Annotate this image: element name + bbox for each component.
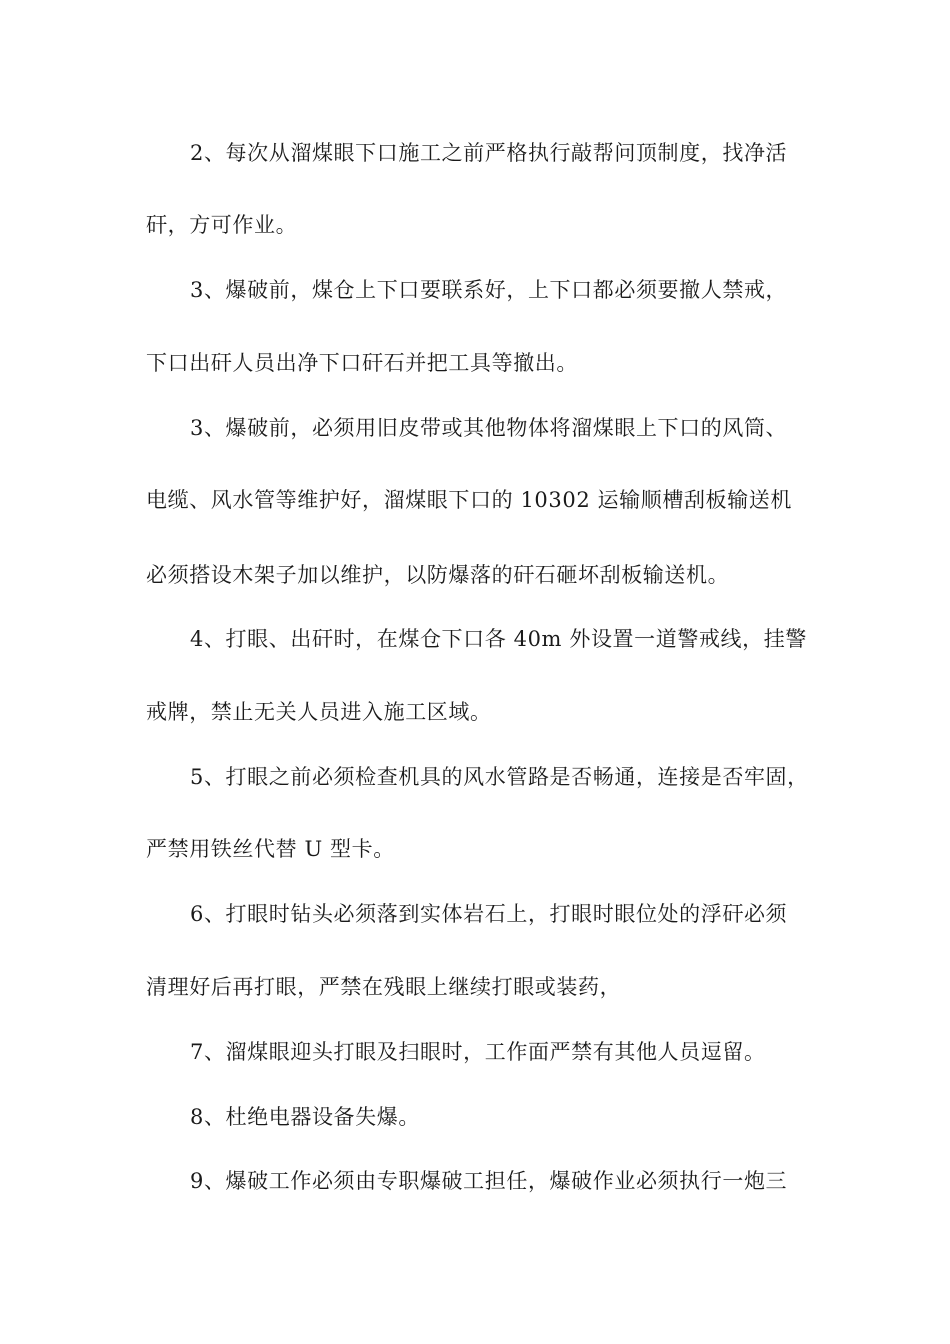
paragraph-7: 7、溜煤眼迎头打眼及扫眼时，工作面严禁有其他人员逗留。 xyxy=(190,1040,766,1064)
paragraph-2-line-2: 矸，方可作业。 xyxy=(146,213,298,237)
paragraph-5-line-1: 5、打眼之前必须检查机具的风水管路是否畅通，连接是否牢固， xyxy=(190,765,809,789)
paragraph-6-line-2: 清理好后再打眼，严禁在残眼上继续打眼或装药， xyxy=(146,975,622,999)
paragraph-8: 8、杜绝电器设备失爆。 xyxy=(190,1105,420,1129)
paragraph-3b-line-2: 电缆、风水管等维护好，溜煤眼下口的 10302 运输顺槽刮板输送机 xyxy=(146,488,792,512)
paragraph-9-line-1: 9、爆破工作必须由专职爆破工担任，爆破作业必须执行一炮三 xyxy=(190,1169,788,1193)
paragraph-6-line-1: 6、打眼时钻头必须落到实体岩石上，打眼时眼位处的浮矸必须 xyxy=(190,902,788,926)
paragraph-5-line-2: 严禁用铁丝代替 U 型卡。 xyxy=(146,837,395,861)
paragraph-3b-line-3: 必须搭设木架子加以维护，以防爆落的矸石砸坏刮板输送机。 xyxy=(146,563,730,587)
paragraph-2-line-1: 2、每次从溜煤眼下口施工之前严格执行敲帮问顶制度，找净活 xyxy=(190,141,788,165)
paragraph-3a-line-2: 下口出矸人员出净下口矸石并把工具等撤出。 xyxy=(146,351,578,375)
paragraph-4-line-1: 4、打眼、出矸时，在煤仓下口各 40m 外设置一道警戒线，挂警 xyxy=(190,627,807,651)
paragraph-3b-line-1: 3、爆破前，必须用旧皮带或其他物体将溜煤眼上下口的风筒、 xyxy=(190,416,788,440)
paragraph-4-line-2: 戒牌，禁止无关人员进入施工区域。 xyxy=(146,700,492,724)
paragraph-3a-line-1: 3、爆破前，煤仓上下口要联系好，上下口都必须要撤人禁戒， xyxy=(190,278,788,302)
